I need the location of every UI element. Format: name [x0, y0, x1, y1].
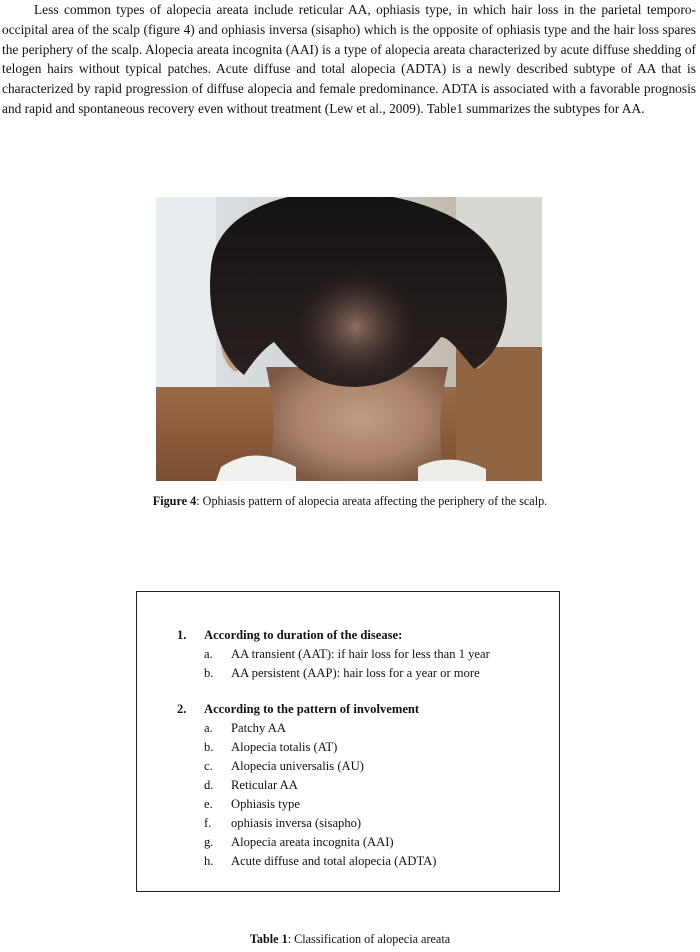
item-text: ophiasis inversa (sisapho) — [231, 816, 362, 830]
table-caption — [0, 932, 700, 947]
item-letter: f. — [204, 816, 212, 830]
table-section-duration — [177, 626, 490, 683]
item-letter: b. — [204, 666, 214, 680]
section-number: 2. — [177, 702, 187, 716]
item-letter: a. — [204, 721, 213, 735]
table-caption-text: : Classification of alopecia areata — [287, 932, 451, 946]
item-letter: h. — [204, 854, 214, 868]
list-item — [177, 719, 436, 738]
classification-table — [136, 591, 560, 892]
item-text: Alopecia universalis (AU) — [231, 759, 364, 773]
item-text: Alopecia areata incognita (AAI) — [231, 835, 394, 849]
section-heading — [177, 700, 436, 719]
item-letter: e. — [204, 797, 213, 811]
section-number: 1. — [177, 628, 187, 642]
figure-4-photo — [156, 197, 542, 481]
item-letter: c. — [204, 759, 213, 773]
section-title: According to duration of the disease: — [204, 628, 403, 642]
list-item — [177, 814, 436, 833]
list-item — [177, 664, 490, 683]
list-item — [177, 776, 436, 795]
list-item — [177, 738, 436, 757]
list-item — [177, 833, 436, 852]
list-item — [177, 852, 436, 871]
section-title: According to the pattern of involvement — [204, 702, 420, 716]
item-text: AA persistent (AAP): hair loss for a year or more — [231, 666, 480, 680]
figure-label: Figure 4 — [152, 494, 197, 508]
item-text: Ophiasis type — [231, 797, 300, 811]
section-heading — [177, 626, 490, 645]
figure-caption-text: : Ophiasis pattern of alopecia areata affecting the periphery of the scalp. — [196, 494, 548, 508]
body-paragraph: Less common types of alopecia areata include reticular AA, ophiasis type, in which hair loss in the parietal temporo-occipital area of the scalp (figure 4) and ophiasis inversa (sisapho) which is the opposite of ophiasis type and the hair loss spares the periphery of the scalp. Alopecia areata incognita (AAI) is a type of alopecia areata characterized by acute diffuse shedding of telogen hairs without typical patches. Acute diffuse and total alopecia (ADTA) is a newly described subtype of AA that is characterized by rapid progression of diffuse alopecia and female predominance. ADTA is associated with a favorable prognosis and rapid and spontaneous recovery even without treatment (Lew et al., 2009). Table1 summarizes the subtypes for AA. — [2, 2, 696, 116]
item-text: AA transient (AAT): if hair loss for less than 1 year — [231, 647, 490, 661]
item-letter: a. — [204, 647, 213, 661]
item-letter: g. — [204, 835, 214, 849]
list-item — [177, 795, 436, 814]
table-label: Table 1 — [249, 932, 288, 946]
item-letter: d. — [204, 778, 214, 792]
item-letter: b. — [204, 740, 214, 754]
item-text: Acute diffuse and total alopecia (ADTA) — [231, 854, 437, 868]
table-section-pattern — [177, 700, 436, 871]
list-item — [177, 645, 490, 664]
item-text: Patchy AA — [231, 721, 286, 735]
item-text: Alopecia totalis (AT) — [231, 740, 338, 754]
figure-caption — [0, 494, 700, 509]
item-text: Reticular AA — [231, 778, 298, 792]
list-item — [177, 757, 436, 776]
